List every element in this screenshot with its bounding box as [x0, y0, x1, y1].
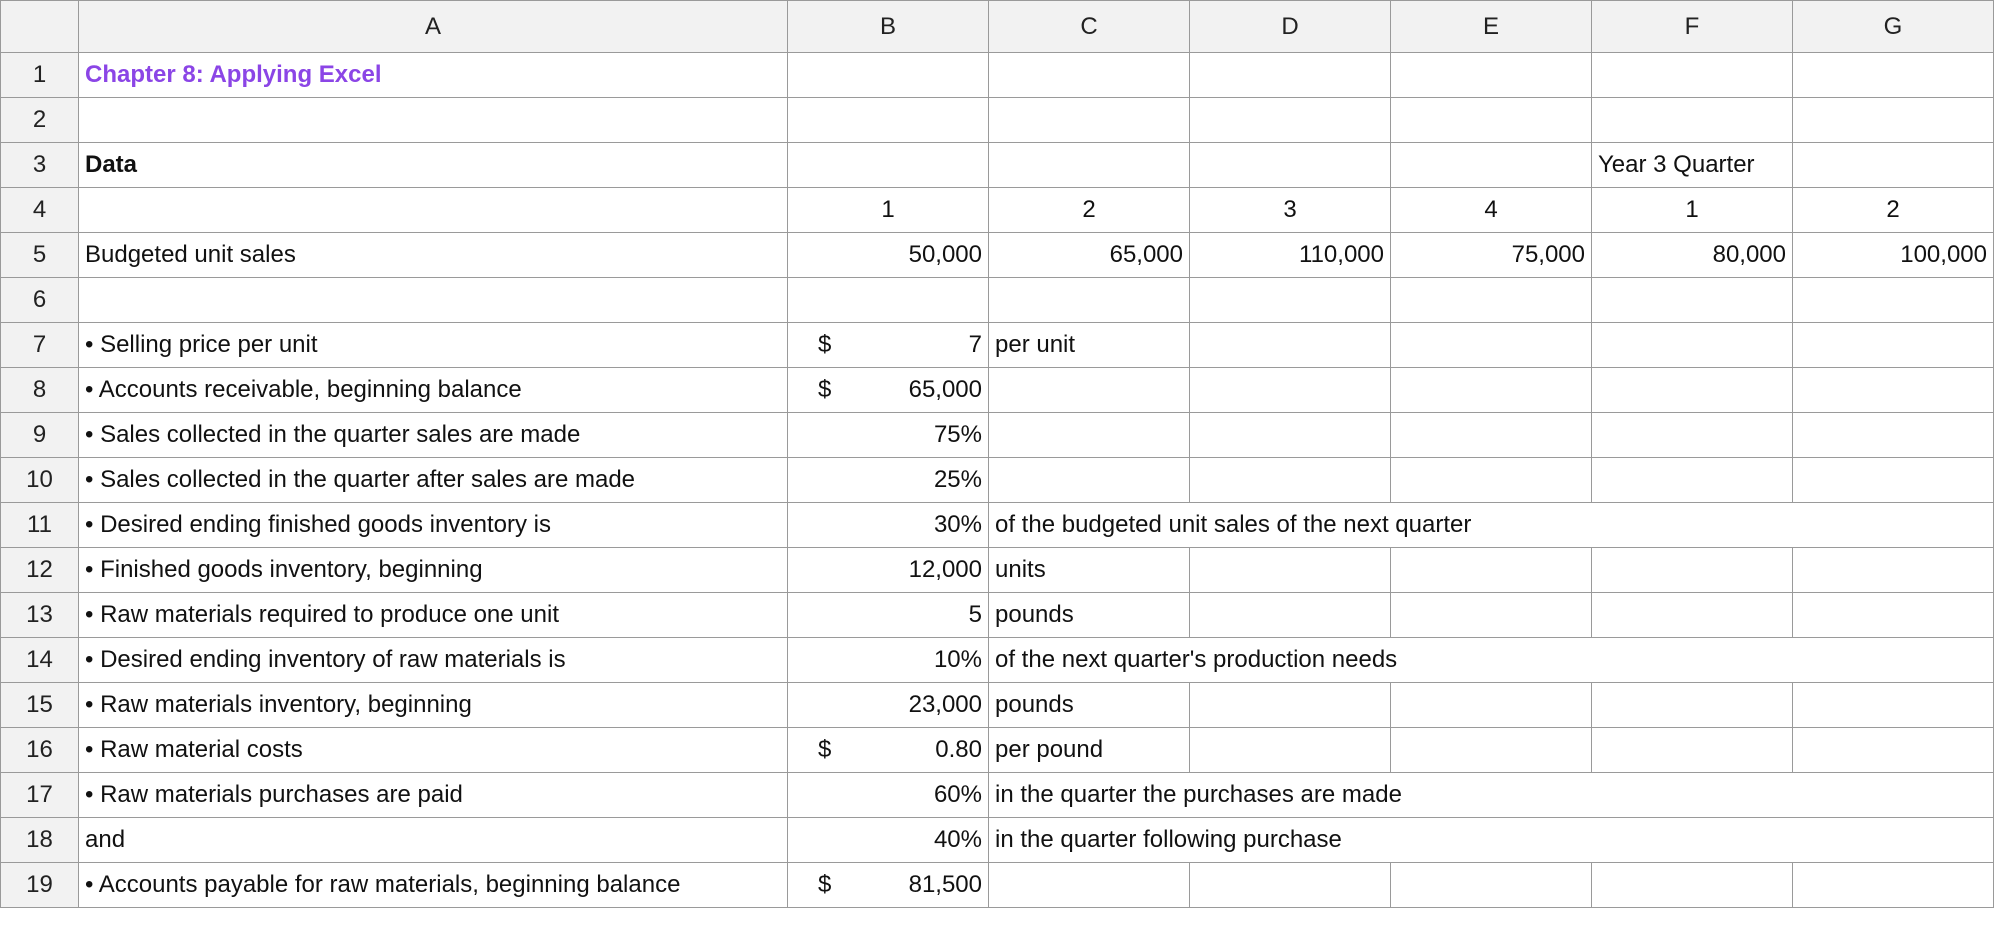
- cell-f12[interactable]: [1592, 548, 1793, 593]
- cell-f15[interactable]: [1592, 683, 1793, 728]
- sheet-row-5: [1, 233, 1994, 278]
- cell-c3[interactable]: [989, 143, 1190, 188]
- cell-e7[interactable]: [1391, 323, 1592, 368]
- column-header-a[interactable]: A: [79, 1, 788, 53]
- select-all-corner[interactable]: [1, 1, 79, 53]
- cell-g15[interactable]: [1793, 683, 1994, 728]
- column-header-row: [1, 1, 1994, 53]
- cell-c7-unit[interactable]: per unit: [989, 323, 1190, 368]
- sheet-row-15: [1, 683, 1994, 728]
- row-header-5[interactable]: 5: [1, 233, 79, 278]
- row-header-11[interactable]: 11: [1, 503, 79, 548]
- row-header-1[interactable]: 1: [1, 53, 79, 98]
- cell-c16-unit[interactable]: per pound: [989, 728, 1190, 773]
- cell-b12-value[interactable]: 12,000: [788, 548, 989, 593]
- column-header-f[interactable]: F: [1592, 1, 1793, 53]
- cell-f16[interactable]: [1592, 728, 1793, 773]
- sheet-row-17: [1, 773, 1994, 818]
- cell-c5-value[interactable]: 65,000: [989, 233, 1190, 278]
- cell-d15[interactable]: [1190, 683, 1391, 728]
- sheet-row-10: [1, 458, 1994, 503]
- cell-a14-label[interactable]: • Desired ending inventory of raw materials is: [79, 638, 788, 683]
- cell-c12-unit[interactable]: units: [989, 548, 1190, 593]
- sheet-row-11: [1, 503, 1994, 548]
- cell-f4-quarter[interactable]: 1: [1592, 188, 1793, 233]
- cell-g1[interactable]: [1793, 53, 1994, 98]
- cell-g6[interactable]: [1793, 278, 1994, 323]
- cell-a13-label[interactable]: • Raw materials required to produce one unit: [79, 593, 788, 638]
- row-header-6[interactable]: 6: [1, 278, 79, 323]
- cell-g5-value[interactable]: 100,000: [1793, 233, 1994, 278]
- cell-d7[interactable]: [1190, 323, 1391, 368]
- cell-d13[interactable]: [1190, 593, 1391, 638]
- sheet-row-6: [1, 278, 1994, 323]
- cell-value: 65,000: [908, 376, 982, 403]
- sheet-row-12: [1, 548, 1994, 593]
- cell-b5-value[interactable]: 50,000: [788, 233, 989, 278]
- cell-a4[interactable]: [79, 188, 788, 233]
- cell-a8-label[interactable]: • Accounts receivable, beginning balance: [79, 368, 788, 413]
- cell-d4-quarter[interactable]: 3: [1190, 188, 1391, 233]
- cell-d12[interactable]: [1190, 548, 1391, 593]
- cell-c11-note[interactable]: of the budgeted unit sales of the next quarter: [989, 503, 1994, 548]
- cell-g2[interactable]: [1793, 98, 1994, 143]
- cell-d2[interactable]: [1190, 98, 1391, 143]
- cell-c2[interactable]: [989, 98, 1190, 143]
- cell-f8[interactable]: [1592, 368, 1793, 413]
- cell-b11-value[interactable]: 30%: [788, 503, 989, 548]
- cell-a15-label[interactable]: • Raw materials inventory, beginning: [79, 683, 788, 728]
- row-header-13[interactable]: 13: [1, 593, 79, 638]
- row-header-16[interactable]: 16: [1, 728, 79, 773]
- cell-e9[interactable]: [1391, 413, 1592, 458]
- cell-b9-value[interactable]: 75%: [788, 413, 989, 458]
- sheet-row-2: [1, 98, 1994, 143]
- column-header-d[interactable]: D: [1190, 1, 1391, 53]
- column-header-b[interactable]: B: [788, 1, 989, 53]
- row-header-19[interactable]: 19: [1, 863, 79, 908]
- cell-g19[interactable]: [1793, 863, 1994, 908]
- cell-f19[interactable]: [1592, 863, 1793, 908]
- cell-b4-quarter[interactable]: 1: [788, 188, 989, 233]
- row-header-10[interactable]: 10: [1, 458, 79, 503]
- sheet-row-3: [1, 143, 1994, 188]
- cell-f3-year-quarter[interactable]: Year 3 Quarter: [1592, 143, 1793, 188]
- cell-a17-label[interactable]: • Raw materials purchases are paid: [79, 773, 788, 818]
- column-header-c[interactable]: C: [989, 1, 1190, 53]
- cell-b14-value[interactable]: 10%: [788, 638, 989, 683]
- sheet-row-7: [1, 323, 1994, 368]
- cell-b19-value[interactable]: [788, 863, 989, 908]
- cell-d19[interactable]: [1190, 863, 1391, 908]
- cell-c14-note[interactable]: of the next quarter's production needs: [989, 638, 1994, 683]
- currency-symbol: $: [818, 871, 832, 898]
- cell-f9[interactable]: [1592, 413, 1793, 458]
- cell-e13[interactable]: [1391, 593, 1592, 638]
- cell-a3-data-label[interactable]: Data: [79, 143, 788, 188]
- cell-e10[interactable]: [1391, 458, 1592, 503]
- cell-g16[interactable]: [1793, 728, 1994, 773]
- cell-c13-unit[interactable]: pounds: [989, 593, 1190, 638]
- row-header-15[interactable]: 15: [1, 683, 79, 728]
- cell-c17-note[interactable]: in the quarter the purchases are made: [989, 773, 1994, 818]
- cell-d16[interactable]: [1190, 728, 1391, 773]
- row-header-3[interactable]: 3: [1, 143, 79, 188]
- cell-value: 7: [968, 331, 982, 358]
- cell-c18-note[interactable]: in the quarter following purchase: [989, 818, 1994, 863]
- row-header-8[interactable]: 8: [1, 368, 79, 413]
- cell-b15-value[interactable]: 23,000: [788, 683, 989, 728]
- cell-a6[interactable]: [79, 278, 788, 323]
- sheet-row-16: [1, 728, 1994, 773]
- cell-a12-label[interactable]: • Finished goods inventory, beginning: [79, 548, 788, 593]
- cell-c10[interactable]: [989, 458, 1190, 503]
- cell-a11-label[interactable]: • Desired ending finished goods inventory is: [79, 503, 788, 548]
- cell-d9[interactable]: [1190, 413, 1391, 458]
- sheet-row-13: [1, 593, 1994, 638]
- cell-a18-label[interactable]: and: [79, 818, 788, 863]
- cell-e5-value[interactable]: 75,000: [1391, 233, 1592, 278]
- cell-c19[interactable]: [989, 863, 1190, 908]
- cell-a2[interactable]: [79, 98, 788, 143]
- cell-g4-quarter[interactable]: 2: [1793, 188, 1994, 233]
- cell-a16-label[interactable]: • Raw material costs: [79, 728, 788, 773]
- row-header-14[interactable]: 14: [1, 638, 79, 683]
- sheet-row-18: [1, 818, 1994, 863]
- cell-g7[interactable]: [1793, 323, 1994, 368]
- row-header-18[interactable]: 18: [1, 818, 79, 863]
- sheet-row-9: [1, 413, 1994, 458]
- cell-b3[interactable]: [788, 143, 989, 188]
- cell-d8[interactable]: [1190, 368, 1391, 413]
- row-header-17[interactable]: 17: [1, 773, 79, 818]
- cell-b6[interactable]: [788, 278, 989, 323]
- sheet-row-8: [1, 368, 1994, 413]
- cell-f6[interactable]: [1592, 278, 1793, 323]
- cell-e19[interactable]: [1391, 863, 1592, 908]
- cell-b8-value[interactable]: [788, 368, 989, 413]
- cell-f2[interactable]: [1592, 98, 1793, 143]
- cell-c4-quarter[interactable]: 2: [989, 188, 1190, 233]
- cell-c8[interactable]: [989, 368, 1190, 413]
- cell-b2[interactable]: [788, 98, 989, 143]
- cell-b16-value[interactable]: [788, 728, 989, 773]
- cell-d10[interactable]: [1190, 458, 1391, 503]
- cell-b7-value[interactable]: [788, 323, 989, 368]
- cell-g13[interactable]: [1793, 593, 1994, 638]
- cell-g9[interactable]: [1793, 413, 1994, 458]
- cell-f1[interactable]: [1592, 53, 1793, 98]
- cell-e12[interactable]: [1391, 548, 1592, 593]
- cell-e3[interactable]: [1391, 143, 1592, 188]
- cell-b18-value[interactable]: 40%: [788, 818, 989, 863]
- currency-symbol: $: [818, 376, 832, 403]
- cell-e8[interactable]: [1391, 368, 1592, 413]
- cell-d5-value[interactable]: 110,000: [1190, 233, 1391, 278]
- cell-c6[interactable]: [989, 278, 1190, 323]
- cell-a5-label[interactable]: Budgeted unit sales: [79, 233, 788, 278]
- cell-e4-quarter[interactable]: 4: [1391, 188, 1592, 233]
- cell-a19-label[interactable]: • Accounts payable for raw materials, beginning balance: [79, 863, 788, 908]
- cell-a10-label[interactable]: • Sales collected in the quarter after sales are made: [79, 458, 788, 503]
- cell-d6[interactable]: [1190, 278, 1391, 323]
- row-header-9[interactable]: 9: [1, 413, 79, 458]
- cell-g12[interactable]: [1793, 548, 1994, 593]
- cell-e16[interactable]: [1391, 728, 1592, 773]
- cell-a7-label[interactable]: • Selling price per unit: [79, 323, 788, 368]
- cell-b1[interactable]: [788, 53, 989, 98]
- cell-e2[interactable]: [1391, 98, 1592, 143]
- cell-c15-unit[interactable]: pounds: [989, 683, 1190, 728]
- sheet-row-14: [1, 638, 1994, 683]
- cell-e1[interactable]: [1391, 53, 1592, 98]
- cell-g3[interactable]: [1793, 143, 1994, 188]
- cell-d1[interactable]: [1190, 53, 1391, 98]
- row-header-2[interactable]: 2: [1, 98, 79, 143]
- cell-d3[interactable]: [1190, 143, 1391, 188]
- sheet-row-19: [1, 863, 1994, 908]
- row-header-4[interactable]: 4: [1, 188, 79, 233]
- cell-b10-value[interactable]: 25%: [788, 458, 989, 503]
- cell-a9-label[interactable]: • Sales collected in the quarter sales are made: [79, 413, 788, 458]
- cell-value: 81,500: [908, 871, 982, 898]
- cell-f5-value[interactable]: 80,000: [1592, 233, 1793, 278]
- cell-a1-title[interactable]: Chapter 8: Applying Excel: [79, 53, 788, 98]
- cell-e15[interactable]: [1391, 683, 1592, 728]
- cell-g8[interactable]: [1793, 368, 1994, 413]
- currency-symbol: $: [818, 331, 832, 358]
- column-header-e[interactable]: E: [1391, 1, 1592, 53]
- cell-g10[interactable]: [1793, 458, 1994, 503]
- sheet-row-4: [1, 188, 1994, 233]
- cell-c9[interactable]: [989, 413, 1190, 458]
- cell-b13-value[interactable]: 5: [788, 593, 989, 638]
- column-header-g[interactable]: G: [1793, 1, 1994, 53]
- row-header-7[interactable]: 7: [1, 323, 79, 368]
- cell-e6[interactable]: [1391, 278, 1592, 323]
- cell-f7[interactable]: [1592, 323, 1793, 368]
- cell-b17-value[interactable]: 60%: [788, 773, 989, 818]
- cell-c1[interactable]: [989, 53, 1190, 98]
- sheet-row-1: [1, 53, 1994, 98]
- row-header-12[interactable]: 12: [1, 548, 79, 593]
- cell-value: 0.80: [935, 736, 982, 763]
- cell-f13[interactable]: [1592, 593, 1793, 638]
- cell-f10[interactable]: [1592, 458, 1793, 503]
- currency-symbol: $: [818, 736, 832, 763]
